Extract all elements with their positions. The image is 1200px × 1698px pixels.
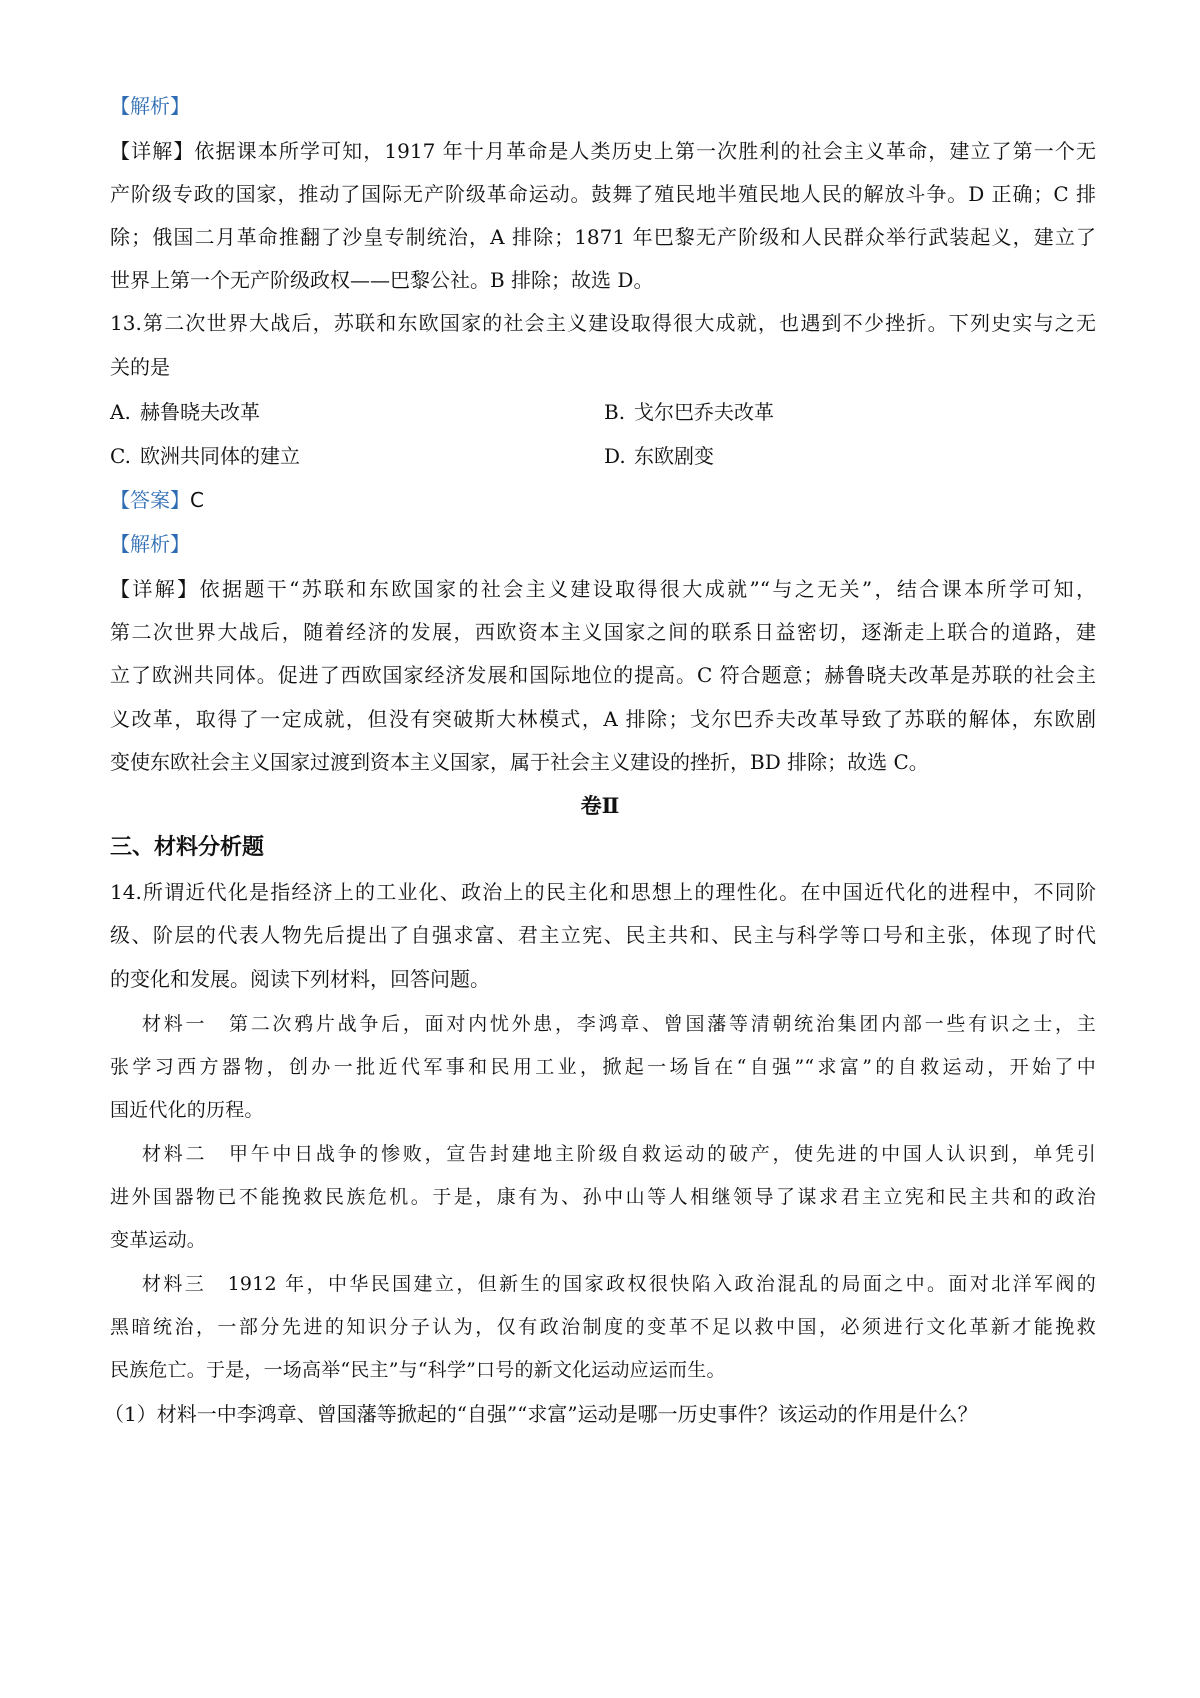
q13-detail-line-2: 第二次世界大战后，随着经济的发展，西欧资本主义国家之间的联系日益密切，逐渐走上联合的道路，建 (110, 620, 1096, 644)
material3-line-1: 材料三 1912 年，中华民国建立，但新生的国家政权很快陷入政治混乱的局面之中。面对北洋军阀的 (142, 1273, 1096, 1295)
option-letter: D. (604, 444, 626, 468)
q13-option-d (604, 443, 714, 469)
q13-answer (110, 487, 204, 513)
material3-line-3: 民族危亡。于是，一场高举“民主”与“科学”口号的新文化运动应运而生。 (110, 1359, 726, 1381)
material2-line-1: 材料二 甲午中日战争的惨败，宣告封建地主阶级自救运动的破产，使先进的中国人认识到，单凭引 (142, 1143, 1096, 1165)
option-text: 欧洲共同体的建立 (140, 444, 300, 468)
option-text: 赫鲁晓夫改革 (140, 400, 260, 424)
q13-option-c (110, 443, 300, 469)
q13-option-a (110, 399, 260, 425)
material1-line-2: 张学习西方器物，创办一批近代军事和民用工业，掀起一场旨在“自强”“求富”的自救运动，开始了中 (110, 1056, 1096, 1078)
material1-line-3: 国近代化的历程。 (110, 1099, 264, 1121)
q13-answer-value: C (190, 488, 204, 512)
q13-detail-line-5: 变使东欧社会主义国家过渡到资本主义国家，属于社会主义建设的挫折，BD 排除；故选 C。 (110, 750, 929, 774)
q13-detail-line-1: 【详解】依据题干“苏联和东欧国家的社会主义建设取得很大成就”“与之无关”，结合课本所学可知， (110, 577, 1096, 601)
material2-line-2: 进外国器物已不能挽救民族危机。于是，康有为、孙中山等人相继领导了谋求君主立宪和民主共和的政治 (110, 1186, 1096, 1208)
option-letter: C. (110, 444, 131, 468)
q12-detail-line-2: 产阶级专政的国家，推动了国际无产阶级革命运动。鼓舞了殖民地半殖民地人民的解放斗争。D 正确；C 排 (110, 182, 1096, 206)
q13-option-b (604, 399, 774, 425)
q14-question-1: （1）材料一中李鸿章、曾国藩等掀起的“自强”“求富”运动是哪一历史事件？该运动的作用是什么？ (104, 1402, 978, 1426)
q13-analysis-label: 【解析】 (110, 532, 190, 556)
q14-stem-line-2: 级、阶层的代表人物先后提出了自强求富、君主立宪、民主共和、民主与科学等口号和主张，体现了时代 (110, 923, 1096, 947)
q12-detail-line-4: 世界上第一个无产阶级政权——巴黎公社。B 排除；故选 D。 (110, 268, 654, 292)
section-title: 三、材料分析题 (110, 834, 265, 860)
q13-stem-line-2: 关的是 (110, 355, 170, 379)
q12-detail-line-3: 除；俄国二月革命推翻了沙皇专制统治，A 排除；1871 年巴黎无产阶级和人民群众举行武装起义，建立了 (110, 225, 1096, 249)
q14-stem-line-1: 14.所谓近代化是指经济上的工业化、政治上的民主化和思想上的理性化。在中国近代化的进程中，不同阶 (110, 880, 1096, 904)
material2-line-3: 变革运动。 (110, 1229, 207, 1251)
material3-line-2: 黑暗统治，一部分先进的知识分子认为，仅有政治制度的变革不足以救中国，必须进行文化革新才能挽救 (110, 1316, 1096, 1338)
q13-stem-line-1: 13.第二次世界大战后，苏联和东欧国家的社会主义建设取得很大成就，也遇到不少挫折。下列史实与之无 (110, 311, 1096, 335)
q13-answer-label: 【答案】 (110, 488, 190, 512)
material1-line-1: 材料一 第二次鸦片战争后，面对内忧外患，李鸿章、曾国藩等清朝统治集团内部一些有识之士，主 (142, 1013, 1096, 1035)
q13-detail-line-4: 义改革，取得了一定成就，但没有突破斯大林模式，A 排除；戈尔巴乔夫改革导致了苏联的解体，东欧剧 (110, 707, 1096, 731)
option-letter: A. (110, 400, 131, 424)
option-text: 戈尔巴乔夫改革 (634, 400, 774, 424)
q13-detail-line-3: 立了欧洲共同体。促进了西欧国家经济发展和国际地位的提高。C 符合题意；赫鲁晓夫改革是苏联的社会主 (110, 663, 1096, 687)
option-letter: B. (604, 400, 626, 424)
q12-analysis-label: 【解析】 (110, 94, 190, 118)
q12-detail-line-1: 【详解】依据课本所学可知，1917 年十月革命是人类历史上第一次胜利的社会主义革命，建立了第一个无 (110, 139, 1096, 163)
option-text: 东欧剧变 (634, 444, 714, 468)
volume-title: 卷Ⅱ (580, 793, 620, 818)
q14-stem-line-3: 的变化和发展。阅读下列材料，回答问题。 (110, 967, 490, 991)
